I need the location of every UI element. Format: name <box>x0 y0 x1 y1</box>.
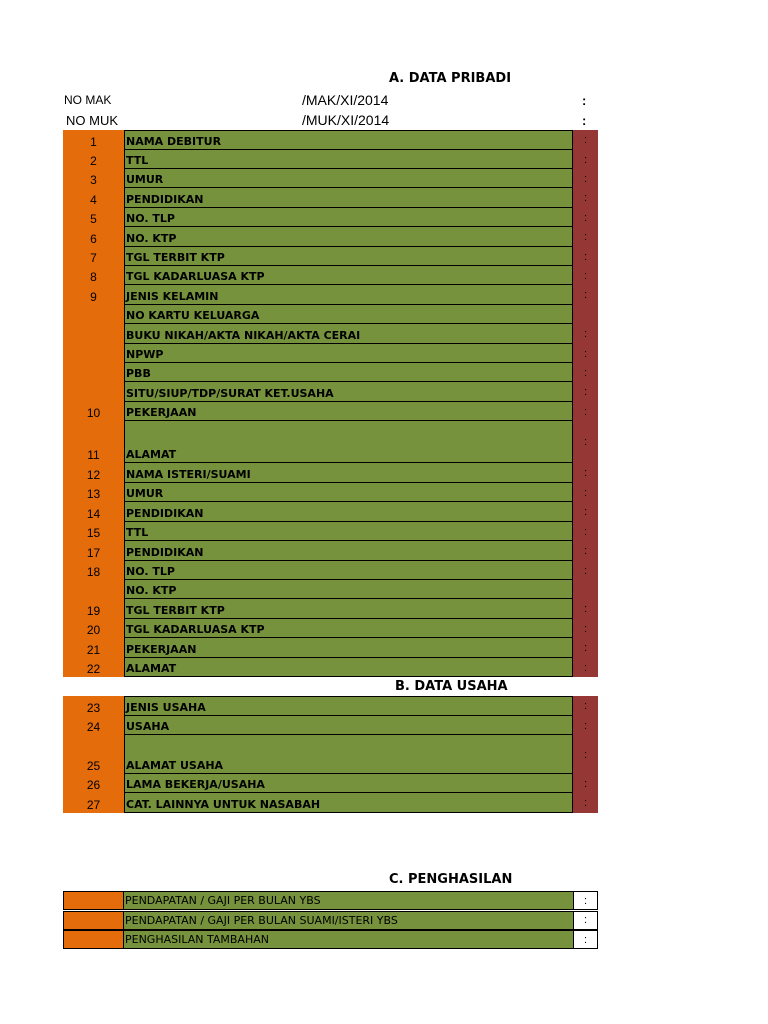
no-mak-colon: : <box>582 93 587 108</box>
row-label: PENDIDIKAN <box>124 502 573 522</box>
data-usaha-table <box>63 696 598 813</box>
row-value-cell[interactable]: : <box>573 483 598 502</box>
section-c-title: C. PENGHASILAN <box>389 872 513 887</box>
row-number: 6 <box>63 227 124 247</box>
row-number <box>63 580 124 599</box>
row-value-cell[interactable]: : <box>573 150 598 169</box>
penghasilan-table <box>63 891 598 949</box>
row-number <box>63 344 124 363</box>
row-label: NAMA DEBITUR <box>124 130 573 150</box>
row-number: 14 <box>63 502 124 522</box>
row-value-cell[interactable]: : <box>573 638 598 658</box>
row-label: BUKU NIKAH/AKTA NIKAH/AKTA CERAI <box>124 324 573 344</box>
row-value-cell[interactable]: : <box>573 599 598 619</box>
no-mak-label: NO MAK <box>64 93 112 107</box>
row-number: 12 <box>63 463 124 483</box>
row-number <box>63 305 124 324</box>
row-label: ALAMAT <box>124 658 573 677</box>
usaha-row <box>63 774 598 793</box>
pribadi-row <box>63 227 598 247</box>
row-value-cell[interactable]: : <box>573 402 598 421</box>
row-label: ALAMAT <box>124 421 573 463</box>
row-number <box>63 363 124 382</box>
row-value-cell[interactable]: : <box>573 561 598 580</box>
pribadi-row <box>63 541 598 561</box>
pribadi-row <box>63 619 598 638</box>
no-mak-code: /MAK/XI/2014 <box>302 92 389 108</box>
row-number <box>63 324 124 344</box>
row-number: 9 <box>63 285 124 305</box>
penghasilan-value-cell[interactable]: : <box>573 930 598 949</box>
pribadi-row <box>63 363 598 382</box>
pribadi-row <box>63 169 598 188</box>
row-value-cell[interactable]: : <box>573 793 598 813</box>
row-number <box>63 382 124 402</box>
penghasilan-label: PENGHASILAN TAMBAHAN <box>123 930 574 949</box>
row-label: TGL KADARLUASA KTP <box>124 266 573 285</box>
section-a-title: A. DATA PRIBADI <box>389 71 512 86</box>
penghasilan-number-cell <box>63 891 124 910</box>
row-label: TGL TERBIT KTP <box>124 247 573 266</box>
pribadi-row <box>63 638 598 658</box>
row-label: NO. KTP <box>124 227 573 247</box>
row-number: 5 <box>63 208 124 227</box>
row-value-cell[interactable] <box>573 305 598 324</box>
row-label: NPWP <box>124 344 573 363</box>
row-number: 17 <box>63 541 124 561</box>
row-value-cell[interactable]: : <box>573 541 598 561</box>
row-label: LAMA BEKERJA/USAHA <box>124 774 573 793</box>
no-muk-code: /MUK/XI/2014 <box>302 112 390 128</box>
row-label: PEKERJAAN <box>124 402 573 421</box>
row-number: 21 <box>63 638 124 658</box>
pribadi-row <box>63 599 598 619</box>
pribadi-row <box>63 285 598 305</box>
row-label: JENIS KELAMIN <box>124 285 573 305</box>
pribadi-row <box>63 522 598 541</box>
pribadi-row <box>63 463 598 483</box>
usaha-row <box>63 793 598 813</box>
row-label: PBB <box>124 363 573 382</box>
row-number: 8 <box>63 266 124 285</box>
row-value-cell[interactable]: : <box>573 208 598 227</box>
pribadi-row <box>63 402 598 421</box>
pribadi-row <box>63 483 598 502</box>
row-label: TTL <box>124 522 573 541</box>
row-label: CAT. LAINNYA UNTUK NASABAH <box>124 793 573 813</box>
row-value-cell[interactable]: : <box>573 421 598 463</box>
row-value-cell[interactable]: : <box>573 696 598 716</box>
row-value-cell[interactable]: : <box>573 344 598 363</box>
row-label: NO. TLP <box>124 208 573 227</box>
row-label: NO. KTP <box>124 580 573 599</box>
row-number: 26 <box>63 774 124 793</box>
row-label: NAMA ISTERI/SUAMI <box>124 463 573 483</box>
pribadi-row <box>63 305 598 324</box>
row-value-cell[interactable]: : <box>573 502 598 522</box>
penghasilan-value-cell[interactable]: : <box>573 911 598 930</box>
row-value-cell[interactable]: : <box>573 735 598 774</box>
row-label: TTL <box>124 150 573 169</box>
row-label: PENDIDIKAN <box>124 541 573 561</box>
row-value-cell[interactable]: : <box>573 463 598 483</box>
pribadi-row <box>63 130 598 150</box>
pribadi-row <box>63 324 598 344</box>
row-value-cell[interactable]: : <box>573 522 598 541</box>
row-label: ALAMAT USAHA <box>124 735 573 774</box>
row-label: NO KARTU KELUARGA <box>124 305 573 324</box>
row-value-cell[interactable]: : <box>573 188 598 208</box>
row-number: 4 <box>63 188 124 208</box>
no-muk-label: NO MUK <box>66 113 118 128</box>
penghasilan-row <box>63 911 598 930</box>
row-value-cell[interactable]: : <box>573 169 598 188</box>
row-label: TGL KADARLUASA KTP <box>124 619 573 638</box>
penghasilan-number-cell <box>63 911 124 930</box>
usaha-row <box>63 696 598 716</box>
penghasilan-number-cell <box>63 930 124 949</box>
row-number: 10 <box>63 402 124 421</box>
row-number: 19 <box>63 599 124 619</box>
row-label: TGL TERBIT KTP <box>124 599 573 619</box>
row-value-cell[interactable]: : <box>573 324 598 344</box>
usaha-row <box>63 735 598 774</box>
row-label: UMUR <box>124 169 573 188</box>
row-value-cell[interactable]: : <box>573 774 598 793</box>
pribadi-row <box>63 188 598 208</box>
pribadi-row <box>63 247 598 266</box>
row-number: 23 <box>63 696 124 716</box>
row-value-cell[interactable]: : <box>573 266 598 285</box>
row-number: 3 <box>63 169 124 188</box>
row-number: 22 <box>63 658 124 677</box>
row-number: 24 <box>63 716 124 735</box>
pribadi-row <box>63 658 598 677</box>
row-number: 13 <box>63 483 124 502</box>
row-value-cell[interactable] <box>573 580 598 599</box>
pribadi-row <box>63 208 598 227</box>
pribadi-row <box>63 344 598 363</box>
usaha-row <box>63 716 598 735</box>
row-label: USAHA <box>124 716 573 735</box>
row-number: 27 <box>63 793 124 813</box>
pribadi-row <box>63 580 598 599</box>
row-number: 1 <box>63 130 124 150</box>
penghasilan-label: PENDAPATAN / GAJI PER BULAN YBS <box>123 891 574 910</box>
row-value-cell[interactable]: : <box>573 227 598 247</box>
row-number: 20 <box>63 619 124 638</box>
penghasilan-row <box>63 891 598 910</box>
row-label: JENIS USAHA <box>124 696 573 716</box>
row-number: 15 <box>63 522 124 541</box>
row-value-cell[interactable]: : <box>573 658 598 677</box>
row-value-cell[interactable]: : <box>573 716 598 735</box>
pribadi-row <box>63 266 598 285</box>
row-number: 2 <box>63 150 124 169</box>
row-value-cell[interactable]: : <box>573 130 598 150</box>
row-label: UMUR <box>124 483 573 502</box>
penghasilan-value-cell[interactable]: : <box>573 891 598 910</box>
row-label: PENDIDIKAN <box>124 188 573 208</box>
row-value-cell[interactable]: : <box>573 285 598 305</box>
row-value-cell[interactable]: : <box>573 363 598 382</box>
row-number: 18 <box>63 561 124 580</box>
row-label: NO. TLP <box>124 561 573 580</box>
row-value-cell[interactable]: : <box>573 619 598 638</box>
pribadi-row <box>63 421 598 463</box>
penghasilan-label: PENDAPATAN / GAJI PER BULAN SUAMI/ISTERI YBS <box>123 911 574 930</box>
row-label: SITU/SIUP/TDP/SURAT KET.USAHA <box>124 382 573 402</box>
row-value-cell[interactable]: : <box>573 247 598 266</box>
pribadi-row <box>63 502 598 522</box>
data-pribadi-table <box>63 130 598 677</box>
pribadi-row <box>63 150 598 169</box>
row-value-cell[interactable]: : <box>573 382 598 402</box>
section-b-title: B. DATA USAHA <box>395 679 508 694</box>
row-number: 25 <box>63 735 124 774</box>
row-label: PEKERJAAN <box>124 638 573 658</box>
row-number: 11 <box>63 421 124 463</box>
penghasilan-row <box>63 930 598 949</box>
pribadi-row <box>63 561 598 580</box>
no-muk-colon: : <box>582 113 587 128</box>
pribadi-row <box>63 382 598 402</box>
row-number: 7 <box>63 247 124 266</box>
